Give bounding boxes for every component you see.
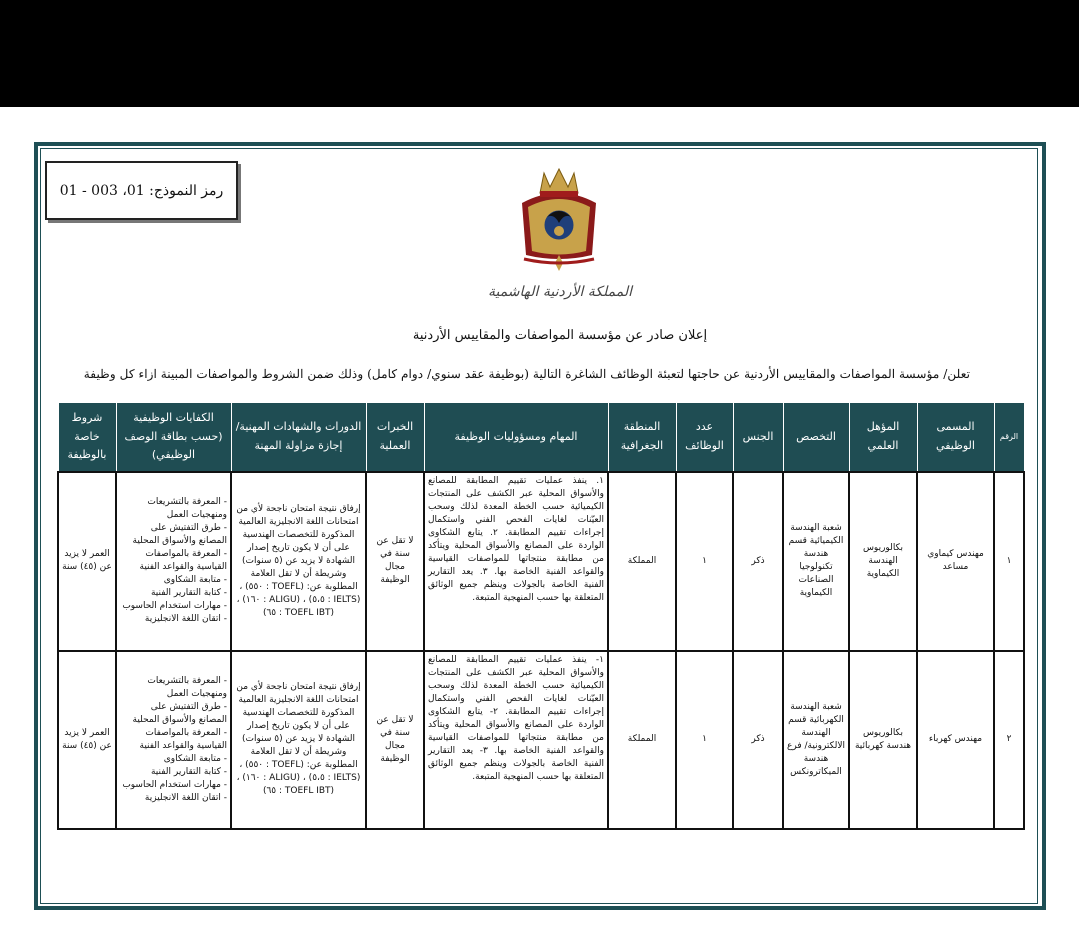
header-title: المسمى الوظيفي [917, 403, 994, 473]
header-specialization: التخصص [783, 403, 849, 473]
cell-qualification: بكالوريوس هندسة كهربائية [849, 651, 917, 830]
header-conditions: شروط خاصة بالوظيفة [58, 403, 116, 473]
cell-gender: ذكر [733, 472, 783, 651]
intro-text: تعلن/ مؤسسة المواصفات والمقاييس الأردنية عن حاجتها لتعبئة الوظائف الشاغرة التالية (بوظيفة عقد سنوي/ دوام كامل) وذلك ضمن الشروط والمواصفات المبينة ازاء كل وظيفة [83, 367, 970, 381]
cell-competencies [116, 472, 231, 651]
competency-item: - المعرفة بالمواصفات القياسية والقواعد الفنية [139, 549, 227, 573]
cell-specialization: شعبة الهندسة الكيميائية قسم هندسة تكنولوجيا الصناعات الكيماوية [783, 472, 849, 651]
competency-item: - طرق التفتيش على المصانع والأسواق المحلية [132, 701, 227, 725]
competency-item: - اتقان اللغة الانجليزية [144, 614, 227, 625]
header-gender: الجنس [733, 403, 783, 473]
top-black-bar [0, 0, 1079, 107]
kingdom-name: المملكة الأردنية الهاشمية [487, 284, 633, 300]
cell-experience: لا تقل عن سنة في مجال الوظيفة [366, 651, 424, 830]
cell-competencies [116, 651, 231, 830]
cell-count: ١ [676, 651, 733, 830]
header-competencies: الكفايات الوظيفية (حسب بطاقة الوصف الوظيفي) [116, 403, 231, 473]
cell-region: المملكة [608, 472, 676, 651]
cell-tasks: ١- ينفذ عمليات تقييم المطابقة للمصانع والأسواق المحلية عبر الكشف على المنتجات الكيميائية حسب الخطة المعدة لذلك وسحب العيّنات لغايات الفحص الفني واستكمال إجراءات تقييم المطابقة. ٢- يتابع الشكاوى الواردة على المصانع والأسواق المحلية ويتأكد من مطابقة منتجاتها للمواصفات القياسية والقواعد الفنية الخاصة بها. ٣- يعد التقارير الفنية الخاصة بالجولات وينظم جميع الوثائق المتعلقة بها حسب المنهجية المتبعة. [424, 651, 608, 830]
cell-count: ١ [676, 472, 733, 651]
header-tasks: المهام ومسؤوليات الوظيفة [424, 403, 608, 473]
header-qualification: المؤهل العلمي [849, 403, 917, 473]
table-row [58, 651, 1024, 830]
competency-item: - متابعة الشكاوى [163, 575, 227, 586]
competency-item: - متابعة الشكاوى [163, 753, 227, 764]
table-row [58, 472, 1024, 651]
header-region: المنطقة الجغرافية [608, 403, 676, 473]
header-count: عدد الوظائف [676, 403, 733, 473]
competency-item: - اتقان اللغة الانجليزية [144, 792, 227, 803]
cell-qualification: بكالوريوس الهندسة الكيماوية [849, 472, 917, 651]
competency-item: - كتابة التقارير الفنية [150, 766, 227, 777]
header-courses: الدورات والشهادات المهنية/إجازة مزاولة المهنة [231, 403, 366, 473]
royal-emblem-icon [514, 163, 604, 273]
cell-conditions: العمر لا يزيد عن (٤٥) سنة [58, 651, 116, 830]
form-code: رمز النموذج: 01، 003 - 01 [59, 182, 224, 199]
cell-num: ١ [994, 472, 1024, 651]
header-num: الرقم [994, 403, 1024, 473]
competency-item: - مهارات استخدام الحاسوب [122, 601, 227, 612]
competency-item: - طرق التفتيش على المصانع والأسواق المحلية [132, 523, 227, 547]
cell-specialization: شعبة الهندسة الكهربائية قسم الهندسة الالكترونية/ فرع هندسة الميكاترونكس [783, 651, 849, 830]
cell-title: مهندس كيماوي مساعد [917, 472, 994, 651]
cell-num: ٢ [994, 651, 1024, 830]
cell-courses: إرفاق نتيجة امتحان ناجحة لأي من امتحانات اللغة الانجليزية العالمية المذكورة للتخصصات الهندسية على أن لا يكون تاريخ إصدار الشهادة لا يزيد عن (٥ سنوات) وشريطة أن لا تقل العلامة المطلوبة عن: (TOEFL : ٥٥٠) ، (IELTS : ٥،٥) ، (ALIGU : ١٦٠) ، (TOEFL IBT : ٦٥) [231, 651, 366, 830]
competency-item: - المعرفة بالمواصفات القياسية والقواعد الفنية [139, 727, 227, 751]
announcement-title: إعلان صادر عن مؤسسة المواصفات والمقاييس الأردنية [412, 328, 708, 343]
form-code-box [45, 161, 238, 220]
cell-courses: إرفاق نتيجة امتحان ناجحة لأي من امتحانات اللغة الانجليزية العالمية المذكورة للتخصصات الهندسية على أن لا يكون تاريخ إصدار الشهادة لا يزيد عن (٥ سنوات) وشريطة أن لا تقل العلامة المطلوبة عن: (TOEFL : ٥٥٠) ، (IELTS : ٥،٥) ، (ALIGU : ١٦٠) ، (TOEFL IBT : ٦٥) [231, 472, 366, 651]
header-experience: الخبرات العملية [366, 403, 424, 473]
cell-conditions: العمر لا يزيد عن (٤٥) سنة [58, 472, 116, 651]
competency-item: - المعرفة بالتشريعات ومنهجيات العمل [147, 675, 227, 699]
competency-item: - مهارات استخدام الحاسوب [122, 779, 227, 790]
cell-region: المملكة [608, 651, 676, 830]
cell-tasks: ١. ينفذ عمليات تقييم المطابقة للمصانع والأسواق المحلية عبر الكشف على المنتجات الكيميائية حسب الخطة المعدة لذلك وسحب العيّنات لغايات الفحص الفني واستكمال إجراءات تقييم المطابقة. ٢. يتابع الشكاوى الواردة على المصانع والأسواق المحلية ويتأكد من مطابقة منتجاتها للمواصفات القياسية والقواعد الفنية الخاصة بها. ٣. يعد التقارير الفنية الخاصة بالجولات وينظم جميع الوثائق المتعلقة بها حسب المنهجية المتبعة. [424, 472, 608, 651]
competency-item: - كتابة التقارير الفنية [150, 588, 227, 599]
cell-gender: ذكر [733, 651, 783, 830]
competency-item: - المعرفة بالتشريعات ومنهجيات العمل [147, 497, 227, 521]
table-header-row [58, 403, 1024, 473]
cell-experience: لا تقل عن سنة في مجال الوظيفة [366, 472, 424, 651]
cell-title: مهندس كهرباء [917, 651, 994, 830]
jobs-table [57, 402, 1025, 830]
